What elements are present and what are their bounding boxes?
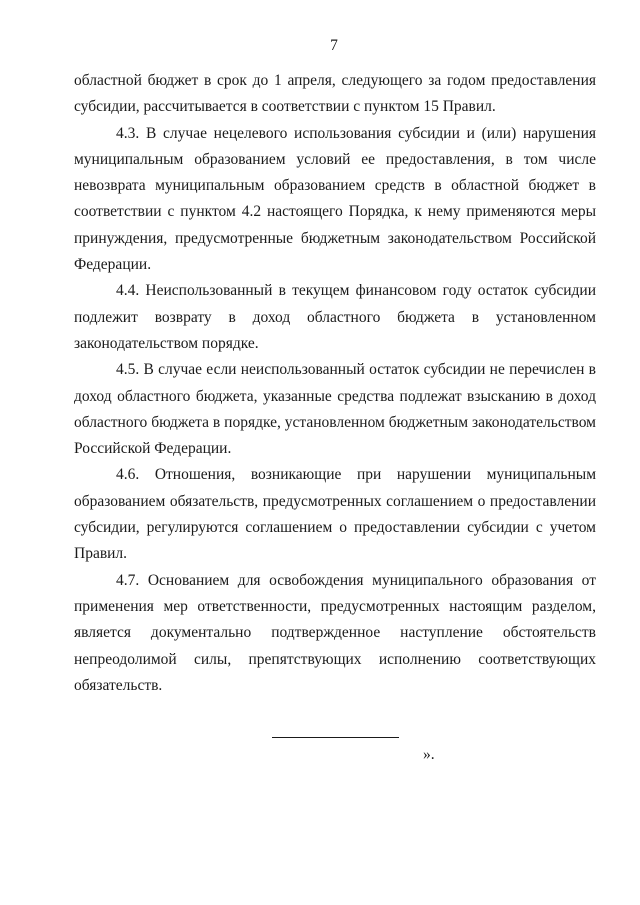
end-divider-line	[272, 737, 399, 738]
document-body	[74, 68, 596, 699]
paragraph-4-5: 4.5. В случае если неиспользованный остаток субсидии не перечислен в доход областного бюджета, указанные средства подлежат взысканию в доход областного бюджета в порядке, установленном бюджетным законодательством Российской Федерации.	[74, 361, 596, 458]
paragraph-4-7: 4.7. Основанием для освобождения муниципального образования от применения мер ответственности, предусмотренных настоящим разделом, является документально подтвержденное наступление обстоятельств непреодолимой силы, препятствующих исполнению соответствующих обязательств.	[74, 571, 596, 694]
paragraph-continuation: областной бюджет в срок до 1 апреля, следующего за годом предоставления субсидии, рассчитывается в соответствии с пунктом 15 Правил.	[74, 72, 596, 116]
paragraph-4-6: 4.6. Отношения, возникающие при нарушении муниципальным образованием обязательств, предусмотренных соглашением о предоставлении субсидии, регулируются соглашением о предоставлении субсидии с учетом Правил.	[74, 466, 596, 563]
page-number: 7	[330, 37, 338, 54]
paragraph-4-3: 4.3. В случае нецелевого использования субсидии и (или) нарушения муниципальным образованием условий ее предоставления, в том числе невозврата муниципальным образованием средств в областной бюджет в соответствии с пунктом 4.2 настоящего Порядка, к нему применяются меры принуждения, предусмотренные бюджетным законодательством Российской Федерации.	[74, 124, 596, 274]
paragraph-4-4: 4.4. Неиспользованный в текущем финансовом году остаток субсидии подлежит возврату в доход областного бюджета в установленном законодательством порядке.	[74, 282, 596, 352]
closing-quote-mark: ».	[423, 746, 435, 763]
